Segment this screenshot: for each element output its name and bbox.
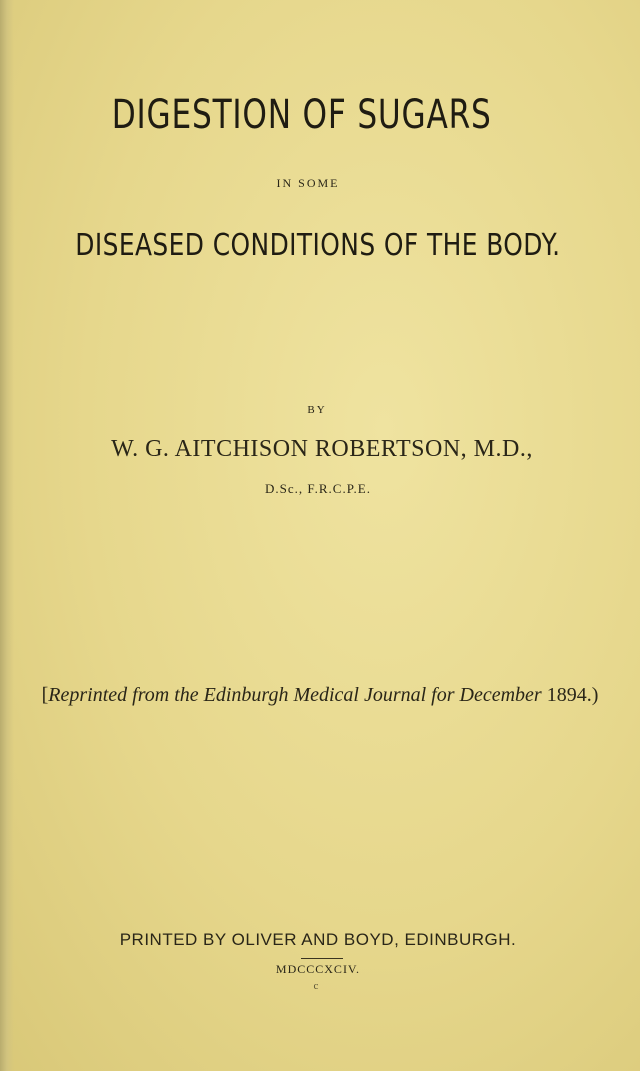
by-label: BY (307, 404, 327, 416)
book-title: DIGESTION OF SUGARS (111, 92, 492, 138)
reprint-open-bracket: [ (41, 684, 49, 706)
author-credentials: D.Sc., F.R.C.P.E. (265, 481, 371, 496)
author-name: W. G. AITCHISON ROBERTSON, M.D., (111, 436, 533, 462)
reprint-text: Reprinted from the Edinburgh Medical Journal for December (48, 684, 542, 706)
signature-mark: c (313, 980, 319, 992)
reprint-year: 1894. (546, 684, 592, 706)
printer-imprint: PRINTED BY OLIVER AND BOYD, EDINBURGH. (119, 930, 517, 949)
imprint-divider (301, 958, 343, 959)
reprint-close-bracket: ) (591, 684, 599, 706)
publication-year: MDCCCXCIV. (275, 962, 361, 976)
binding-edge (0, 0, 14, 1071)
reprint-note (0, 684, 640, 707)
title-connector: IN SOME (276, 176, 340, 190)
book-subtitle: DISEASED CONDITIONS OF THE BODY. (75, 228, 561, 263)
